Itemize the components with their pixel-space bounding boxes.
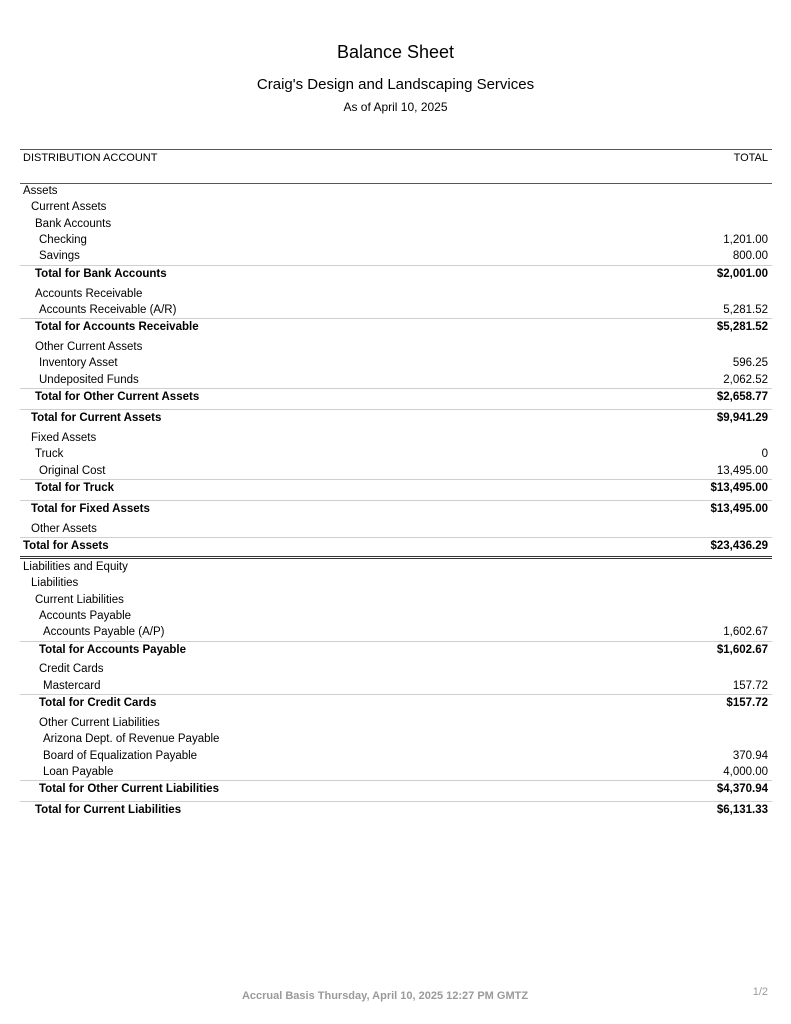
total-row [20,694,772,710]
total-row [20,409,772,425]
account-label: Credit Cards [39,663,104,676]
table-row [20,678,772,694]
table-row [20,248,772,264]
account-label: Assets [23,185,58,197]
account-amount: 2,062.52 [723,373,768,386]
account-amount: 5,281.52 [723,303,768,316]
total-row [20,388,772,404]
table-row [20,764,772,780]
table-row [20,463,772,479]
company-name: Craig's Design and Landscaping Services [256,76,535,93]
account-label: Undeposited Funds [39,373,139,386]
account-amount: $157.72 [726,697,768,710]
account-label: Checking [39,234,87,247]
account-amount: $5,281.52 [716,321,768,334]
balance-sheet-table [20,183,772,822]
account-amount: $23,436.29 [710,539,768,552]
account-amount: $1,602.67 [716,643,768,656]
report-title: Balance Sheet [336,42,455,62]
account-label: Total for Accounts Receivable [35,321,199,334]
account-label: Total for Current Liabilities [35,804,182,817]
total-row [20,641,772,657]
section-row [20,430,772,446]
section-row [20,286,772,302]
total-row [20,318,772,334]
section-row [20,608,772,624]
total-row [20,537,772,559]
column-header-total: TOTAL [733,152,768,164]
account-label: Total for Other Current Assets [35,391,200,404]
account-label: Total for Fixed Assets [31,502,150,515]
account-label: Mastercard [43,679,101,692]
table-header [20,149,772,184]
total-row [20,500,772,516]
total-row [20,265,772,281]
account-label: Arizona Dept. of Revenue Payable [43,733,220,746]
account-label: Current Assets [31,201,107,214]
account-label: Accounts Receivable [35,287,143,300]
account-label: Accounts Receivable (A/R) [39,303,177,316]
account-amount: 13,495.00 [716,464,768,477]
account-label: Bank Accounts [35,217,112,230]
table-row [20,624,772,640]
table-row [20,302,772,318]
account-amount: $13,495.00 [710,481,768,494]
account-label: Total for Accounts Payable [39,643,186,656]
account-label: Accounts Payable (A/P) [43,626,165,639]
section-row [20,199,772,215]
account-amount: $4,370.94 [716,783,768,796]
account-label: Total for Credit Cards [39,697,157,710]
account-label: Other Current Liabilities [39,716,160,729]
total-row [20,780,772,796]
page-number: 1/2 [752,986,768,998]
section-row [20,339,772,355]
account-label: Loan Payable [43,766,114,778]
table-row [20,748,772,764]
report-footer: Accrual Basis Thursday, April 10, 2025 12:27 PM GMTZ [241,990,529,1002]
account-label: Total for Truck [35,481,115,494]
column-header-account: DISTRIBUTION ACCOUNT [23,152,158,164]
table-row [20,232,772,248]
account-amount: $2,001.00 [716,267,768,280]
section-row [20,216,772,232]
account-amount: 800.00 [732,250,768,263]
table-row [20,355,772,371]
table-row [20,372,772,388]
total-row [20,479,772,495]
section-row [20,592,772,608]
account-amount: $2,658.77 [716,391,768,404]
account-label: Other Assets [31,522,97,535]
account-amount: 596.25 [732,357,768,370]
account-amount: $9,941.29 [716,411,768,424]
total-row [20,801,772,817]
account-label: Other Current Assets [35,341,143,354]
account-label: Inventory Asset [39,357,118,370]
account-label: Total for Other Current Liabilities [39,783,219,796]
account-label: Liabilities and Equity [23,560,128,573]
account-label: Savings [39,250,80,263]
report-date: As of April 10, 2025 [343,100,448,114]
table-row [20,731,772,747]
account-label: Truck [35,448,64,461]
account-amount: $13,495.00 [710,502,768,515]
account-label: Fixed Assets [31,431,97,444]
section-row [20,575,772,591]
account-label: Total for Bank Accounts [35,267,167,280]
account-label: Current Liabilities [35,593,124,606]
section-row [20,183,772,199]
account-amount: 370.94 [732,749,768,762]
account-amount: 157.72 [732,679,768,692]
account-amount: 4,000.00 [723,766,768,778]
account-label: Board of Equalization Payable [43,749,198,762]
table-row [20,446,772,462]
account-label: Total for Assets [23,539,109,552]
account-amount: 1,602.67 [723,626,768,639]
account-label: Accounts Payable [39,609,132,622]
account-amount: 1,201.00 [723,234,768,247]
section-row [20,559,772,575]
account-label: Liabilities [31,577,79,590]
account-amount: 0 [761,448,768,461]
section-row [20,661,772,677]
account-label: Total for Current Assets [31,411,162,424]
account-label: Original Cost [39,464,106,477]
section-row [20,521,772,537]
section-row [20,715,772,731]
account-amount: $6,131.33 [716,804,768,817]
